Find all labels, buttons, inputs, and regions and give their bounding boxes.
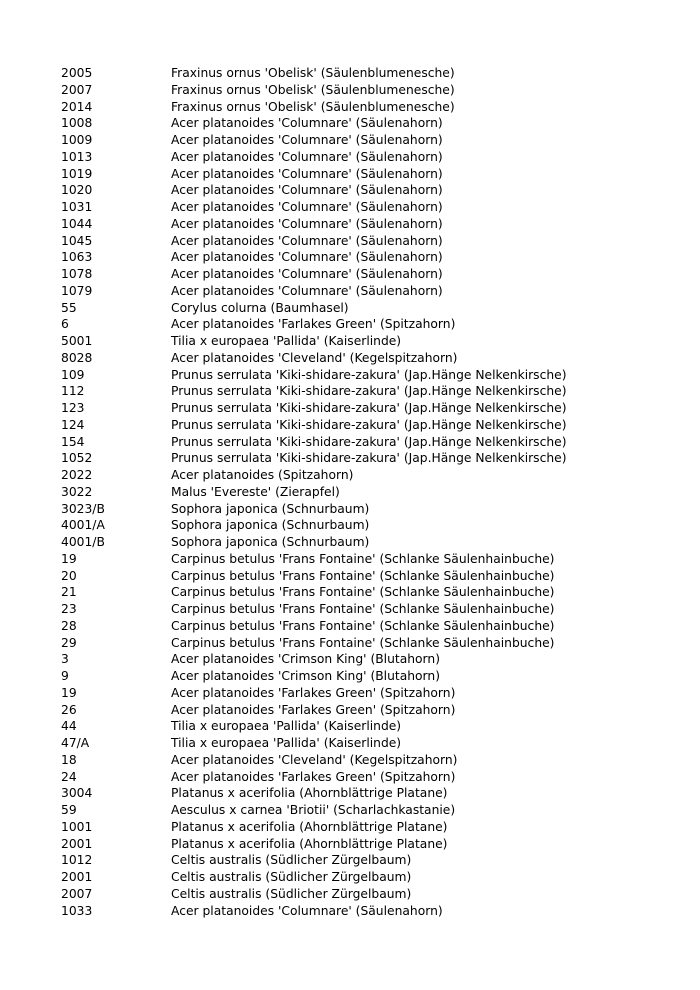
tree-species: Fraxinus ornus 'Obelisk' (Säulenblumenesche) (171, 82, 455, 97)
table-row (61, 266, 681, 283)
table-row (61, 65, 681, 82)
tree-species: Prunus serrulata 'Kiki-shidare-zakura' (Jap.Hänge Nelkenkirsche) (171, 451, 567, 466)
table-row (61, 785, 681, 802)
tree-number: 154 (61, 434, 85, 449)
table-row (61, 300, 681, 317)
tree-species: Acer platanoides 'Columnare' (Säulenahorn) (171, 166, 443, 181)
table-row (61, 802, 681, 819)
tree-number: 112 (61, 384, 85, 399)
tree-number: 2022 (61, 468, 93, 482)
tree-number: 2001 (61, 836, 93, 851)
tree-number: 9 (61, 669, 69, 683)
tree-species: Acer platanoides (Spitzahorn) (171, 468, 354, 482)
tree-number: 2007 (61, 886, 93, 901)
tree-species: Fraxinus ornus 'Obelisk' (Säulenblumenesche) (171, 99, 455, 114)
table-row (61, 735, 681, 752)
tree-number: 21 (61, 585, 77, 600)
tree-number: 1052 (61, 451, 93, 466)
tree-number: 8028 (61, 350, 93, 365)
tree-number: 24 (61, 769, 77, 784)
tree-number: 2007 (61, 82, 93, 97)
tree-number: 59 (61, 803, 77, 817)
table-row (61, 685, 681, 702)
tree-number: 47/A (61, 736, 90, 750)
tree-number: 123 (61, 401, 85, 415)
tree-species: Acer platanoides 'Farlakes Green' (Spitzahorn) (171, 702, 456, 717)
tree-species: Carpinus betulus 'Frans Fontaine' (Schlanke Säulenhainbuche) (171, 585, 555, 600)
table-row (61, 769, 681, 786)
tree-number: 55 (61, 300, 77, 315)
tree-number: 23 (61, 602, 77, 616)
tree-species: Acer platanoides 'Columnare' (Säulenahorn) (171, 149, 443, 164)
tree-species: Carpinus betulus 'Frans Fontaine' (Schlanke Säulenhainbuche) (171, 602, 555, 616)
tree-species: Acer platanoides 'Crimson King' (Blutahorn) (171, 669, 440, 683)
tree-species: Acer platanoides 'Farlakes Green' (Spitzahorn) (171, 317, 456, 332)
tree-number: 3004 (61, 786, 93, 801)
table-row (61, 903, 681, 920)
table-row (61, 702, 681, 719)
tree-species: Sophora japonica (Schnurbaum) (171, 518, 370, 533)
tree-number: 1008 (61, 116, 93, 131)
tree-species: Acer platanoides 'Columnare' (Säulenahorn) (171, 200, 443, 214)
tree-species: Acer platanoides 'Columnare' (Säulenahorn) (171, 133, 443, 147)
table-row (61, 651, 681, 668)
tree-species: Sophora japonica (Schnurbaum) (171, 501, 370, 516)
tree-species: Platanus x acerifolia (Ahornblättrige Platane) (171, 836, 448, 851)
table-row (61, 467, 681, 484)
tree-number: 1001 (61, 819, 93, 834)
tree-species: Carpinus betulus 'Frans Fontaine' (Schlanke Säulenhainbuche) (171, 568, 555, 583)
table-row (61, 534, 681, 551)
table-row (61, 819, 681, 836)
tree-list (61, 65, 681, 919)
tree-species: Prunus serrulata 'Kiki-shidare-zakura' (Jap.Hänge Nelkenkirsche) (171, 434, 567, 449)
tree-number: 1012 (61, 853, 93, 868)
table-row (61, 166, 681, 183)
tree-species: Celtis australis (Südlicher Zürgelbaum) (171, 886, 412, 901)
table-row (61, 283, 681, 300)
tree-number: 1031 (61, 200, 93, 214)
table-row (61, 350, 681, 367)
tree-species: Acer platanoides 'Columnare' (Säulenahorn) (171, 116, 443, 131)
tree-number: 1063 (61, 250, 93, 265)
table-row (61, 484, 681, 501)
table-row (61, 249, 681, 266)
tree-species: Acer platanoides 'Columnare' (Säulenahorn) (171, 267, 443, 281)
tree-number: 19 (61, 685, 77, 700)
table-row (61, 852, 681, 869)
table-row (61, 869, 681, 886)
tree-number: 1045 (61, 233, 93, 248)
tree-number: 124 (61, 417, 85, 432)
tree-number: 44 (61, 719, 77, 734)
table-row (61, 199, 681, 216)
tree-number: 19 (61, 551, 77, 566)
table-row (61, 584, 681, 601)
tree-number: 3023/B (61, 501, 105, 516)
tree-number: 2014 (61, 99, 93, 114)
table-row (61, 115, 681, 132)
tree-number: 20 (61, 568, 77, 583)
table-row (61, 333, 681, 350)
table-row (61, 149, 681, 166)
table-row (61, 601, 681, 618)
table-row (61, 501, 681, 518)
tree-species: Fraxinus ornus 'Obelisk' (Säulenblumenesche) (171, 66, 455, 80)
table-row (61, 752, 681, 769)
tree-species: Prunus serrulata 'Kiki-shidare-zakura' (Jap.Hänge Nelkenkirsche) (171, 401, 567, 415)
tree-number: 26 (61, 702, 77, 717)
tree-number: 1009 (61, 133, 93, 147)
tree-species: Acer platanoides 'Farlakes Green' (Spitzahorn) (171, 685, 456, 700)
table-row (61, 400, 681, 417)
table-row (61, 450, 681, 467)
tree-species: Prunus serrulata 'Kiki-shidare-zakura' (Jap.Hänge Nelkenkirsche) (171, 417, 567, 432)
tree-species: Acer platanoides 'Columnare' (Säulenahorn) (171, 903, 443, 918)
table-row (61, 568, 681, 585)
table-row (61, 635, 681, 652)
table-row (61, 233, 681, 250)
table-row (61, 718, 681, 735)
tree-species: Celtis australis (Südlicher Zürgelbaum) (171, 870, 412, 884)
tree-species: Tilia x europaea 'Pallida' (Kaiserlinde) (171, 334, 402, 348)
tree-species: Carpinus betulus 'Frans Fontaine' (Schlanke Säulenhainbuche) (171, 551, 555, 566)
tree-species: Acer platanoides 'Crimson King' (Blutahorn) (171, 652, 440, 667)
table-row (61, 517, 681, 534)
tree-species: Malus 'Evereste' (Zierapfel) (171, 484, 340, 499)
tree-species: Sophora japonica (Schnurbaum) (171, 535, 370, 549)
tree-number: 6 (61, 317, 69, 332)
tree-number: 29 (61, 635, 77, 650)
table-row (61, 82, 681, 99)
tree-species: Celtis australis (Südlicher Zürgelbaum) (171, 853, 412, 868)
tree-number: 1044 (61, 216, 93, 231)
tree-number: 1079 (61, 283, 93, 298)
table-row (61, 668, 681, 685)
tree-number: 1033 (61, 903, 93, 918)
table-row (61, 216, 681, 233)
tree-number: 3022 (61, 484, 93, 499)
table-row (61, 383, 681, 400)
tree-species: Tilia x europaea 'Pallida' (Kaiserlinde) (171, 719, 402, 734)
table-row (61, 182, 681, 199)
tree-number: 1078 (61, 267, 93, 281)
table-row (61, 367, 681, 384)
tree-species: Aesculus x carnea 'Briotii' (Scharlachkastanie) (171, 803, 456, 817)
tree-number: 109 (61, 367, 85, 382)
tree-species: Carpinus betulus 'Frans Fontaine' (Schlanke Säulenhainbuche) (171, 618, 555, 633)
table-row (61, 618, 681, 635)
tree-number: 3 (61, 652, 69, 667)
tree-number: 28 (61, 618, 77, 633)
tree-species: Tilia x europaea 'Pallida' (Kaiserlinde) (171, 736, 402, 750)
tree-number: 4001/B (61, 535, 105, 549)
table-row (61, 434, 681, 451)
table-row (61, 836, 681, 853)
tree-species: Platanus x acerifolia (Ahornblättrige Platane) (171, 819, 448, 834)
tree-species: Prunus serrulata 'Kiki-shidare-zakura' (Jap.Hänge Nelkenkirsche) (171, 367, 567, 382)
tree-number: 2001 (61, 870, 93, 884)
tree-number: 4001/A (61, 518, 105, 533)
table-row (61, 316, 681, 333)
tree-number: 5001 (61, 334, 93, 348)
tree-species: Corylus colurna (Baumhasel) (171, 300, 349, 315)
tree-species: Acer platanoides 'Cleveland' (Kegelspitzahorn) (171, 752, 458, 767)
tree-species: Acer platanoides 'Columnare' (Säulenahorn) (171, 283, 443, 298)
tree-number: 1019 (61, 166, 93, 181)
tree-species: Prunus serrulata 'Kiki-shidare-zakura' (Jap.Hänge Nelkenkirsche) (171, 384, 567, 399)
table-row (61, 551, 681, 568)
tree-species: Acer platanoides 'Columnare' (Säulenahorn) (171, 233, 443, 248)
tree-number: 1013 (61, 149, 93, 164)
tree-species: Carpinus betulus 'Frans Fontaine' (Schlanke Säulenhainbuche) (171, 635, 555, 650)
table-row (61, 132, 681, 149)
table-row (61, 417, 681, 434)
table-row (61, 886, 681, 903)
tree-species: Acer platanoides 'Farlakes Green' (Spitzahorn) (171, 769, 456, 784)
tree-species: Acer platanoides 'Cleveland' (Kegelspitzahorn) (171, 350, 458, 365)
tree-species: Acer platanoides 'Columnare' (Säulenahorn) (171, 216, 443, 231)
tree-number: 2005 (61, 66, 93, 80)
tree-species: Platanus x acerifolia (Ahornblättrige Platane) (171, 786, 448, 801)
tree-number: 1020 (61, 183, 93, 198)
tree-species: Acer platanoides 'Columnare' (Säulenahorn) (171, 250, 443, 265)
tree-species: Acer platanoides 'Columnare' (Säulenahorn) (171, 183, 443, 198)
table-row (61, 99, 681, 116)
tree-number: 18 (61, 752, 77, 767)
